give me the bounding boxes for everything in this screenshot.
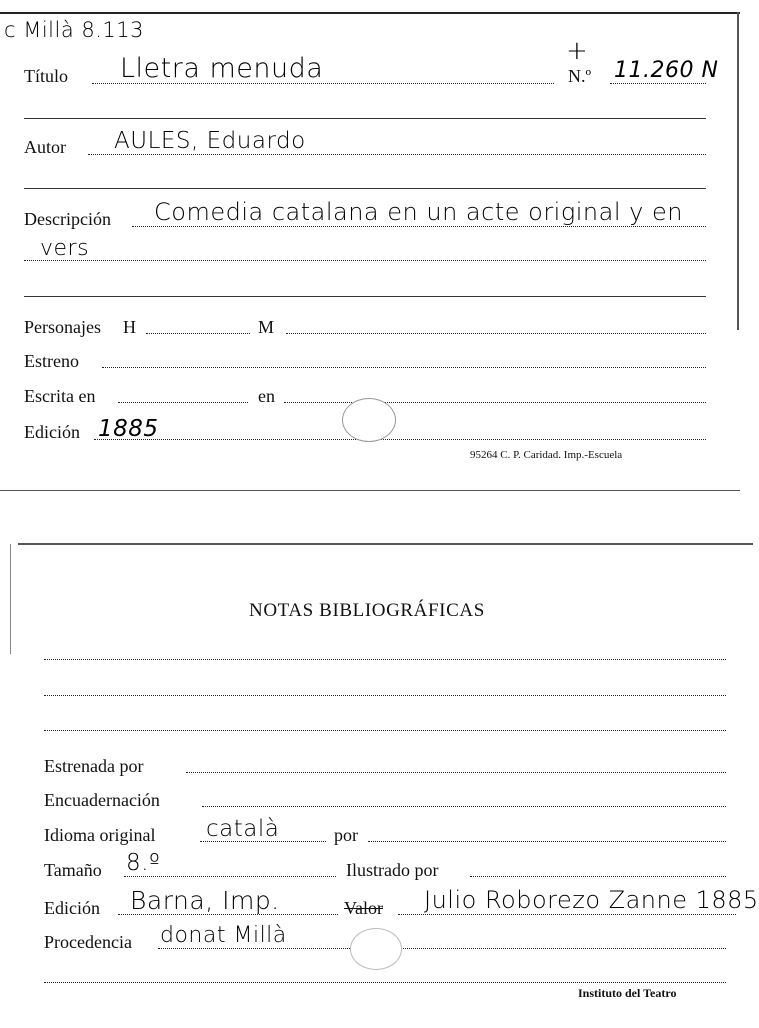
descripcion-label: Descripción: [24, 209, 111, 229]
notas-line-2: [44, 695, 726, 696]
idioma-label: Idioma original: [44, 825, 156, 845]
edicion-back-value: Barna, Imp.: [130, 886, 280, 915]
titulo-label: Título: [24, 66, 68, 86]
autor-label: Autor: [24, 137, 66, 157]
autor-line: [88, 154, 706, 155]
titulo-value: Lletra menuda: [120, 53, 324, 84]
procedencia-value: donat Millà: [160, 923, 287, 948]
escrita-line: [118, 402, 248, 403]
tamano-label: Tamaño: [44, 860, 102, 880]
personajes-m-line: [286, 333, 706, 334]
plus-mark: +: [566, 36, 589, 66]
procedencia-label: Procedencia: [44, 932, 132, 952]
edicion-back-label: Edición: [44, 898, 100, 918]
edicion-line: [94, 439, 706, 440]
tamano-value: 8.º: [126, 850, 161, 876]
idioma-value: català: [206, 816, 280, 842]
por-line: [368, 841, 726, 842]
por-label: por: [334, 825, 358, 845]
notas-line-final: [44, 982, 726, 983]
ilustrado-line: [470, 876, 726, 877]
personajes-h-label: H: [123, 317, 136, 337]
notas-line-1: [44, 659, 726, 660]
printer-imprint: 95264 C. P. Caridad. Imp.-Escuela: [470, 449, 623, 461]
notas-line-3: [44, 730, 726, 731]
numero-value: 11.260 N: [614, 58, 719, 83]
smudge-mark-bottom: [350, 928, 402, 970]
descripcion-value-line2: vers: [40, 236, 90, 261]
valor-value: Julio Roborezo Zanne 1885: [424, 886, 759, 914]
catalog-card-back: [0, 540, 759, 1028]
valor-label: Valor: [344, 898, 383, 918]
encuadernacion-line: [202, 806, 726, 807]
numero-line: [610, 83, 706, 84]
estrenada-label: Estrenada por: [44, 756, 144, 776]
edicion-label: Edición: [24, 422, 80, 442]
separator-3: [24, 296, 706, 297]
descripcion-line-2: [24, 260, 706, 261]
separator-2: [24, 188, 706, 189]
estreno-line: [102, 367, 706, 368]
escrita-en-line: [284, 402, 706, 403]
personajes-label: Personajes: [24, 317, 101, 337]
descripcion-line-1: [132, 226, 706, 227]
ilustrado-label: Ilustrado por: [346, 860, 439, 880]
card-bottom-edge: [0, 490, 740, 491]
smudge-mark-top: [342, 398, 396, 442]
separator-1: [24, 118, 706, 119]
catalog-note: c Millà 8.113: [4, 18, 145, 42]
institution-footer: Instituto del Teatro: [578, 986, 677, 1000]
procedencia-line: [158, 948, 726, 949]
card-top-edge: [0, 12, 740, 14]
escrita-label: Escrita en: [24, 386, 96, 406]
numero-label: N.º: [568, 66, 592, 86]
card-back-left-edge: [10, 544, 11, 654]
personajes-m-label: M: [258, 317, 275, 337]
escrita-en-label: en: [258, 386, 275, 406]
autor-value: AULES, Eduardo: [114, 128, 306, 154]
personajes-h-line: [146, 333, 250, 334]
card-back-top-edge: [18, 543, 753, 545]
valor-line: [398, 914, 736, 915]
encuadernacion-label: Encuadernación: [44, 790, 160, 810]
tamano-line: [124, 876, 336, 877]
estreno-label: Estreno: [24, 351, 79, 371]
notas-heading: NOTAS BIBLIOGRÁFICAS: [249, 600, 485, 621]
estrenada-line: [186, 772, 726, 773]
catalog-card-front: [0, 0, 759, 495]
descripcion-value-line1: Comedia catalana en un acte original y en: [154, 198, 683, 226]
edicion-value: 1885: [98, 416, 159, 442]
card-right-edge: [737, 12, 739, 330]
